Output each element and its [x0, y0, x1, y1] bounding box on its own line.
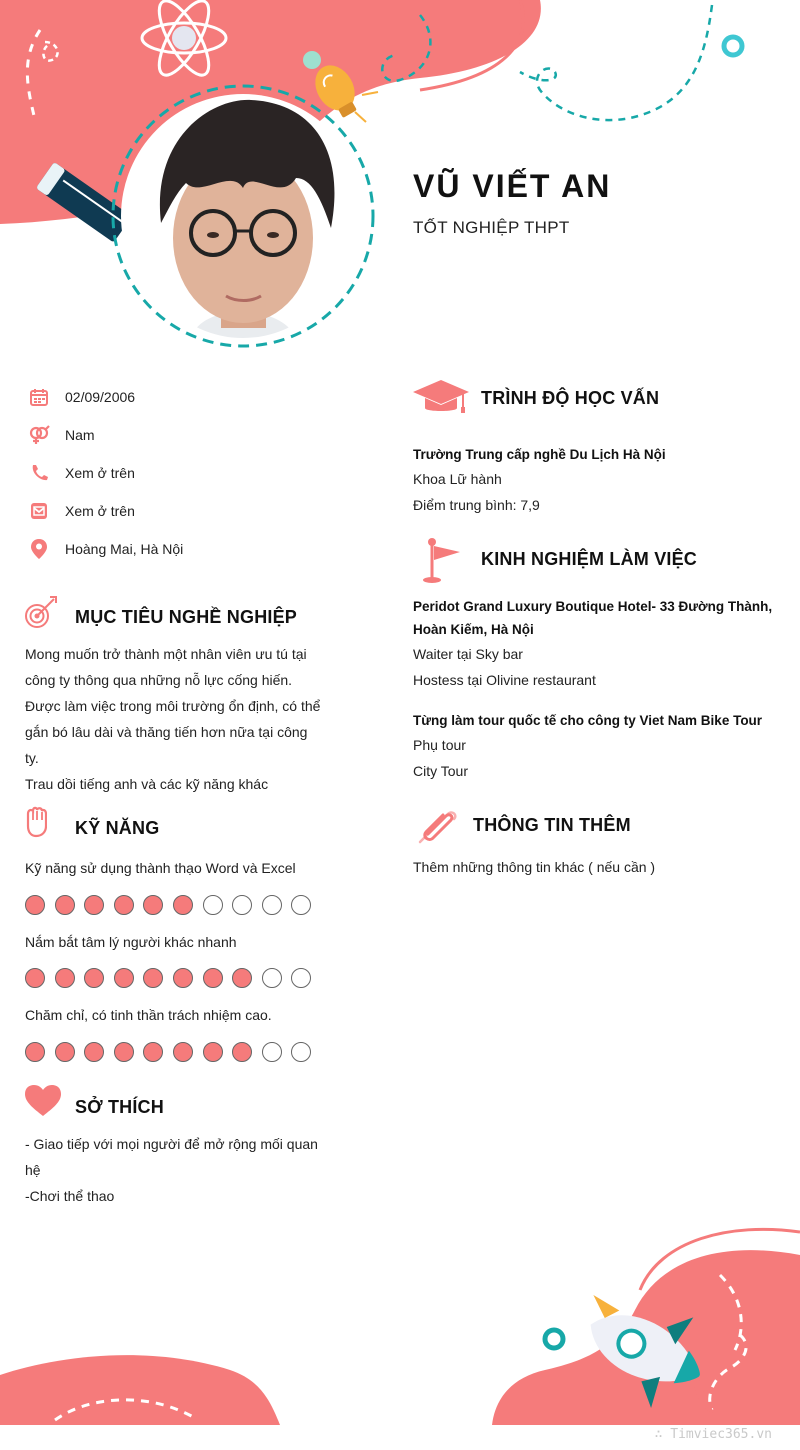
rating-dot-filled [114, 1042, 134, 1062]
skill-label: Nắm bắt tâm lý người khác nhanh [25, 934, 237, 950]
skill-rating [25, 1042, 311, 1062]
rating-dot-filled [84, 895, 104, 915]
education-school: Trường Trung cấp nghề Du Lịch Hà Nội [413, 447, 666, 462]
extra-title: THÔNG TIN THÊM [473, 815, 631, 835]
rating-dot-filled [55, 968, 75, 988]
contact-item-dob [28, 385, 358, 409]
rating-dot-filled [25, 968, 45, 988]
rating-dot-filled [143, 1042, 163, 1062]
education-line: Khoa Lữ hành [413, 471, 502, 487]
heart-icon [25, 1085, 61, 1122]
hobbies-title: SỞ THÍCH [75, 1097, 164, 1117]
rating-dot-filled [173, 968, 193, 988]
education-details [413, 466, 540, 518]
job-role: Waiter tại Sky bar [413, 646, 523, 662]
rating-dot-filled [114, 968, 134, 988]
skills-title: KỸ NĂNG [75, 818, 160, 838]
objective-line: gắn bó lâu dài và thăng tiến hơn nữa tại công [25, 724, 308, 740]
contact-gender: Nam [65, 427, 95, 443]
rating-dot-empty [262, 968, 282, 988]
rating-dot-empty [232, 895, 252, 915]
hobby-line: - Giao tiếp với mọi người để mở rộng mối quan [25, 1136, 318, 1152]
contact-item-phone [28, 461, 358, 485]
contact-dob: 02/09/2006 [65, 389, 136, 405]
rating-dot-filled [203, 1042, 223, 1062]
objective-line: Được làm việc trong môi trường ổn định, có thể [25, 698, 321, 714]
rating-dot-filled [55, 895, 75, 915]
rating-dot-empty [262, 895, 282, 915]
flag-icon [420, 538, 464, 589]
rating-dot-filled [173, 895, 193, 915]
calendar-icon [28, 386, 50, 408]
experience-job [413, 595, 783, 693]
phone-icon [28, 462, 50, 484]
job-role: Phụ tour [413, 737, 466, 753]
paperclip-icon [416, 804, 458, 851]
avatar [131, 98, 355, 338]
rating-dot-empty [291, 895, 311, 915]
contact-email: Xem ở trên [65, 503, 135, 519]
contact-item-email [28, 499, 358, 523]
rating-dot-filled [84, 968, 104, 988]
contact-item-gender [28, 423, 358, 447]
experience-title: KINH NGHIỆM LÀM VIỆC [481, 549, 698, 569]
job-company: Peridot Grand Luxury Boutique Hotel- 33 Đường Thành, [413, 599, 773, 614]
rating-dot-empty [262, 1042, 282, 1062]
education-line: Điểm trung bình: 7,9 [413, 497, 540, 513]
target-icon [24, 596, 58, 635]
skill-label: Chăm chỉ, có tinh thần trách nhiệm cao. [25, 1007, 272, 1023]
rating-dot-filled [143, 895, 163, 915]
graduation-cap-icon [413, 380, 469, 419]
contact-item-address [28, 537, 358, 561]
rating-dot-filled [232, 968, 252, 988]
rating-dot-filled [84, 1042, 104, 1062]
rating-dot-empty [291, 968, 311, 988]
rating-dot-filled [232, 1042, 252, 1062]
hobbies-text [25, 1131, 345, 1209]
job-company: Hoàn Kiếm, Hà Nội [413, 622, 534, 637]
job-company: Từng làm tour quốc tế cho công ty Viet Nam Bike Tour [413, 713, 763, 728]
rating-dot-filled [143, 968, 163, 988]
rating-dot-filled [114, 895, 134, 915]
rating-dot-filled [25, 1042, 45, 1062]
hobby-line: -Chơi thể thao [25, 1188, 115, 1204]
contact-phone: Xem ở trên [65, 465, 135, 481]
gender-icon [28, 424, 50, 446]
rating-dot-filled [25, 895, 45, 915]
rating-dot-filled [203, 968, 223, 988]
skill-rating [25, 895, 311, 915]
hobby-line: hệ [25, 1162, 41, 1178]
objective-line: Trau dồi tiếng anh và các kỹ năng khác [25, 776, 269, 792]
education-title: TRÌNH ĐỘ HỌC VẤN [481, 388, 660, 408]
footer-watermark: ∴ Timviec365.vn [654, 1427, 772, 1442]
skill-rating [25, 968, 311, 988]
rating-dot-empty [203, 895, 223, 915]
job-role: Hostess tại Olivine restaurant [413, 672, 596, 688]
candidate-name: VŨ VIẾT AN [413, 168, 612, 204]
objective-line: công ty thông qua những nỗ lực cống hiến. [25, 672, 293, 688]
rating-dot-filled [173, 1042, 193, 1062]
objective-line: ty. [25, 750, 39, 766]
job-role: City Tour [413, 763, 468, 779]
extra-text: Thêm những thông tin khác ( nếu cần ) [413, 859, 656, 875]
rating-dot-empty [291, 1042, 311, 1062]
objective-title: MỤC TIÊU NGHỀ NGHIỆP [75, 607, 298, 627]
objective-text [25, 641, 345, 797]
contact-address: Hoàng Mai, Hà Nội [65, 541, 184, 557]
email-icon [28, 500, 50, 522]
objective-line: Mong muốn trở thành một nhân viên ưu tú tại [25, 646, 307, 662]
location-pin-icon [28, 538, 50, 560]
experience-job [413, 709, 783, 784]
skill-label: Kỹ năng sử dụng thành thạo Word và Excel [25, 860, 296, 876]
candidate-subtitle: TỐT NGHIỆP THPT [413, 218, 570, 237]
fist-icon [25, 806, 47, 843]
rating-dot-filled [55, 1042, 75, 1062]
